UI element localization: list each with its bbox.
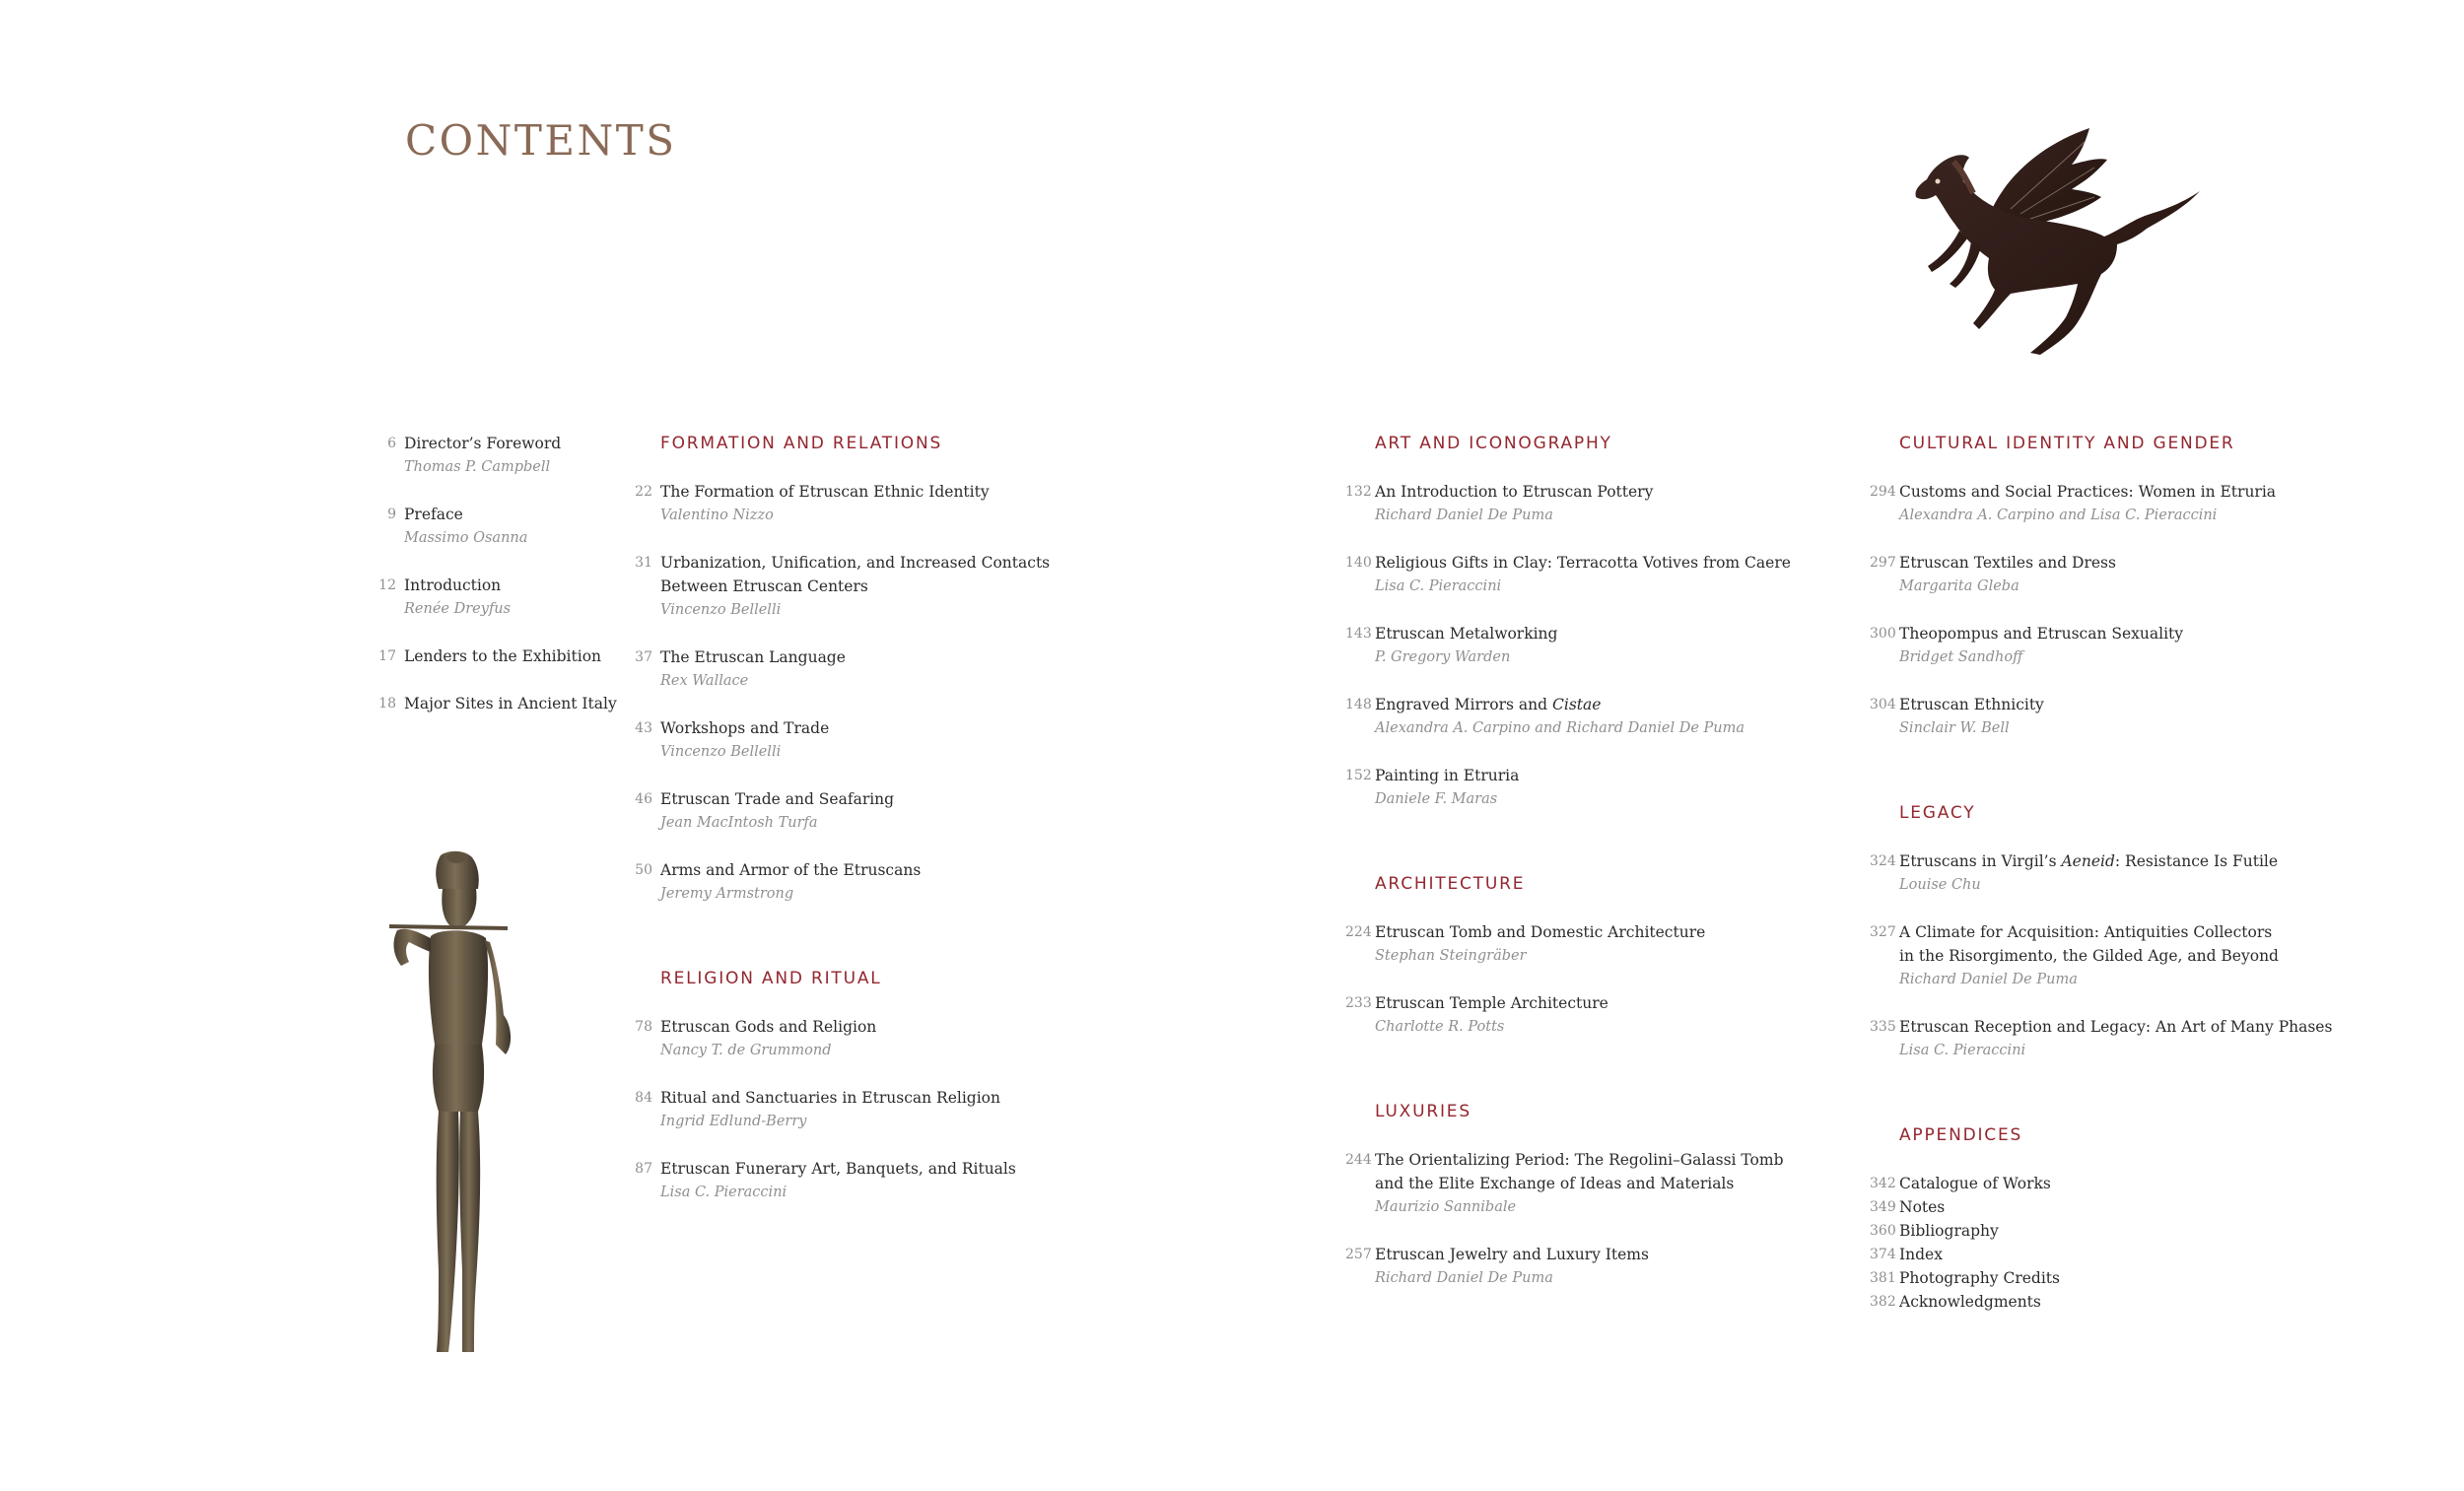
- page-number: 327: [1870, 924, 1896, 940]
- entry-title: Theopompus and Etruscan Sexuality: [1899, 625, 2184, 643]
- bronze-warrior-statuette: [379, 847, 537, 1360]
- entry-title: Etruscan Funerary Art, Banquets, and Rituals: [660, 1160, 1016, 1178]
- toc-entry[interactable]: [1345, 551, 1809, 598]
- page-number: 9: [387, 507, 396, 522]
- page-number: 132: [1345, 484, 1372, 500]
- toc-entry[interactable]: [375, 574, 631, 621]
- page-number: 294: [1870, 484, 1896, 500]
- toc-entry[interactable]: [1870, 920, 2402, 991]
- page-number: 381: [1870, 1270, 1896, 1286]
- entry-author: Louise Chu: [1899, 877, 1981, 893]
- entry-title: Customs and Social Practices: Women in Etruria: [1899, 483, 2277, 501]
- page-number: 31: [635, 555, 652, 571]
- page-number: 50: [635, 862, 652, 878]
- entry-title: Ritual and Sanctuaries in Etruscan Religion: [660, 1089, 1000, 1107]
- entry-author: Vincenzo Bellelli: [660, 744, 782, 760]
- entry-author: Maurizio Sannibale: [1375, 1199, 1517, 1215]
- entry-author: Lisa C. Pieraccini: [1899, 1043, 2026, 1058]
- page-number: 17: [378, 648, 396, 664]
- entry-title-continued: in the Risorgimento, the Gilded Age, and Beyond: [1899, 947, 2279, 965]
- entry-title: Workshops and Trade: [660, 719, 830, 737]
- front-matter-list: [375, 432, 631, 739]
- toc-entry[interactable]: [631, 645, 1104, 693]
- toc-entry[interactable]: [1870, 480, 2402, 527]
- page-number: 335: [1870, 1019, 1896, 1035]
- entry-author: Richard Daniel De Puma: [1375, 508, 1553, 523]
- page-number: 324: [1870, 853, 1896, 869]
- entry-title: Acknowledgments: [1899, 1293, 2041, 1311]
- entry-title-italic: Aeneid: [2061, 852, 2115, 870]
- toc-entry[interactable]: [1870, 1015, 2402, 1062]
- entry-title: Etruscan Gods and Religion: [660, 1018, 877, 1036]
- page-number: 22: [635, 484, 652, 500]
- entry-title: Etruscan Tomb and Domestic Architecture: [1375, 923, 1706, 941]
- page-title: CONTENTS: [405, 116, 677, 165]
- entry-title: Notes: [1899, 1198, 1946, 1216]
- entry-title: Preface: [404, 506, 463, 523]
- toc-entry[interactable]: [631, 716, 1104, 764]
- page-number: 43: [635, 720, 652, 736]
- toc-entry[interactable]: [1870, 551, 2402, 598]
- entry-author: Lisa C. Pieraccini: [660, 1185, 787, 1200]
- toc-entry[interactable]: [631, 1015, 1104, 1062]
- page-number: 297: [1870, 555, 1896, 571]
- entry-title: Etruscan Reception and Legacy: An Art of Many Phases: [1899, 1018, 2333, 1036]
- entry-author: Vincenzo Bellelli: [660, 602, 782, 618]
- toc-entry[interactable]: [631, 858, 1104, 906]
- toc-entry[interactable]: [1870, 693, 2402, 740]
- page-number: 224: [1345, 924, 1372, 940]
- page-number: 6: [387, 436, 396, 451]
- page-number: 304: [1870, 697, 1896, 712]
- toc-entry[interactable]: [631, 1157, 1104, 1204]
- entry-title: Painting in Etruria: [1375, 767, 1520, 784]
- entry-title: Lenders to the Exhibition: [404, 647, 602, 665]
- entry-title: [1899, 849, 2402, 873]
- page-number: 349: [1870, 1199, 1896, 1215]
- entry-title: Bibliography: [1899, 1222, 1999, 1240]
- section-heading-formation: FORMATION AND RELATIONS: [660, 434, 943, 453]
- entry-author: Rex Wallace: [660, 673, 749, 689]
- toc-entry[interactable]: [1870, 849, 2402, 897]
- entry-title-text: Engraved Mirrors and: [1375, 696, 1552, 713]
- page-number: 342: [1870, 1176, 1896, 1191]
- entry-author: Margarita Gleba: [1899, 578, 2019, 594]
- toc-entry[interactable]: [1345, 693, 1809, 740]
- entry-author: Jean MacIntosh Turfa: [660, 815, 818, 831]
- entry-title: Etruscan Ethnicity: [1899, 696, 2044, 713]
- entry-title: Etruscan Textiles and Dress: [1899, 554, 2116, 572]
- page-number: 46: [635, 791, 652, 807]
- entry-title: A Climate for Acquisition: Antiquities Collectors: [1899, 923, 2273, 941]
- entry-title-continued: and the Elite Exchange of Ideas and Materials: [1375, 1175, 1735, 1192]
- toc-entry[interactable]: [1345, 991, 1809, 1039]
- entry-author: Thomas P. Campbell: [404, 459, 551, 475]
- entry-title: Urbanization, Unification, and Increased Contacts: [660, 554, 1051, 572]
- entry-author: Alexandra A. Carpino and Lisa C. Pieraccini: [1899, 508, 2218, 523]
- page-number: 143: [1345, 626, 1372, 642]
- column-art-architecture-luxuries: [1345, 432, 1809, 1290]
- page-number: 257: [1345, 1247, 1372, 1262]
- page-number: 148: [1345, 697, 1372, 712]
- entry-title: Photography Credits: [1899, 1269, 2060, 1287]
- entry-author: Nancy T. de Grummond: [660, 1043, 832, 1058]
- toc-entry[interactable]: [1870, 1266, 2402, 1290]
- entry-author: Massimo Osanna: [404, 530, 528, 546]
- column-cultural-legacy-appendices: [1870, 432, 2402, 1314]
- entry-title: The Etruscan Language: [660, 648, 846, 666]
- toc-entry[interactable]: [1870, 1219, 2402, 1243]
- entry-title: Major Sites in Ancient Italy: [404, 695, 617, 712]
- section-heading-legacy: LEGACY: [1899, 803, 1976, 823]
- toc-entry[interactable]: [631, 551, 1104, 622]
- entry-title: Arms and Armor of the Etruscans: [660, 861, 922, 879]
- toc-entry[interactable]: [375, 692, 631, 715]
- entry-title-italic: Cistae: [1552, 696, 1602, 713]
- toc-entry[interactable]: [1870, 1243, 2402, 1266]
- toc-entry[interactable]: [1345, 1243, 1809, 1290]
- toc-entry[interactable]: [1345, 622, 1809, 669]
- page-number: 84: [635, 1090, 652, 1106]
- column-formation-religion: [631, 432, 1104, 1204]
- toc-entry[interactable]: [631, 480, 1104, 527]
- entry-author: Valentino Nizzo: [660, 508, 774, 523]
- entry-author: Alexandra A. Carpino and Richard Daniel De Puma: [1375, 720, 1745, 736]
- toc-entry[interactable]: [1870, 1172, 2402, 1195]
- winged-horse-illustration: [1892, 120, 2208, 376]
- page-number: 18: [378, 696, 396, 712]
- entry-author: Bridget Sandhoff: [1899, 649, 2023, 665]
- page-number: 300: [1870, 626, 1896, 642]
- entry-title: Etruscan Jewelry and Luxury Items: [1375, 1246, 1649, 1263]
- entry-title: Index: [1899, 1246, 1943, 1263]
- entry-author: Renée Dreyfus: [404, 601, 512, 617]
- page-number: 12: [378, 577, 396, 593]
- toc-entry[interactable]: [375, 432, 631, 479]
- toc-entry[interactable]: [375, 644, 631, 668]
- toc-entry[interactable]: [1345, 764, 1809, 811]
- entry-author: Jeremy Armstrong: [660, 886, 794, 902]
- entry-title: Introduction: [404, 576, 502, 594]
- entry-title-text: Etruscans in Virgil’s: [1899, 852, 2062, 870]
- section-heading-appendices: APPENDICES: [1899, 1125, 2023, 1145]
- entry-author: Sinclair W. Bell: [1899, 720, 2010, 736]
- entry-author: Charlotte R. Potts: [1375, 1019, 1505, 1035]
- entry-author: Richard Daniel De Puma: [1375, 1270, 1553, 1286]
- toc-entry[interactable]: [1870, 1195, 2402, 1219]
- entry-author: P. Gregory Warden: [1375, 649, 1511, 665]
- entry-title-continued: Between Etruscan Centers: [660, 577, 868, 595]
- section-heading-religion: RELIGION AND RITUAL: [660, 969, 882, 988]
- entry-title-text-end: : Resistance Is Futile: [2114, 852, 2279, 870]
- entry-author: Richard Daniel De Puma: [1899, 972, 2078, 987]
- entry-author: Daniele F. Maras: [1375, 791, 1498, 807]
- page-number: 233: [1345, 995, 1372, 1011]
- entry-title: Etruscan Trade and Seafaring: [660, 790, 895, 808]
- section-heading-cultural: CULTURAL IDENTITY AND GENDER: [1899, 434, 2235, 453]
- page-number: 360: [1870, 1223, 1896, 1239]
- toc-entry[interactable]: [631, 1086, 1104, 1133]
- page-number: 244: [1345, 1152, 1372, 1168]
- page-number: 382: [1870, 1294, 1896, 1310]
- toc-entry[interactable]: [1345, 920, 1809, 968]
- section-heading-architecture: ARCHITECTURE: [1375, 874, 1526, 894]
- page-number: 374: [1870, 1247, 1896, 1262]
- section-heading-art: ART AND ICONOGRAPHY: [1375, 434, 1612, 453]
- toc-entry[interactable]: [1345, 480, 1809, 527]
- toc-entry[interactable]: [375, 503, 631, 550]
- entry-title: Etruscan Temple Architecture: [1375, 994, 1608, 1012]
- entry-author: Ingrid Edlund-Berry: [660, 1114, 807, 1129]
- toc-entry[interactable]: [1870, 1290, 2402, 1314]
- entry-title: An Introduction to Etruscan Pottery: [1375, 483, 1654, 501]
- toc-entry[interactable]: [1870, 622, 2402, 669]
- entry-title: The Orientalizing Period: The Regolini–Galassi Tomb: [1375, 1151, 1784, 1169]
- entry-title: The Formation of Etruscan Ethnic Identity: [660, 483, 990, 501]
- page-number: 140: [1345, 555, 1372, 571]
- entry-title: Catalogue of Works: [1899, 1175, 2051, 1192]
- page-number: 37: [635, 649, 652, 665]
- entry-author: Lisa C. Pieraccini: [1375, 578, 1502, 594]
- entry-title: Director’s Foreword: [404, 435, 562, 452]
- entry-title: [1375, 693, 1809, 716]
- section-heading-luxuries: LUXURIES: [1375, 1102, 1472, 1121]
- toc-entry[interactable]: [631, 787, 1104, 835]
- toc-entry[interactable]: [1345, 1148, 1809, 1219]
- page-number: 87: [635, 1161, 652, 1177]
- page-number: 152: [1345, 768, 1372, 783]
- entry-title: Etruscan Metalworking: [1375, 625, 1558, 643]
- entry-author: Stephan Steingräber: [1375, 948, 1527, 964]
- entry-title: Religious Gifts in Clay: Terracotta Votives from Caere: [1375, 554, 1791, 572]
- page-number: 78: [635, 1019, 652, 1035]
